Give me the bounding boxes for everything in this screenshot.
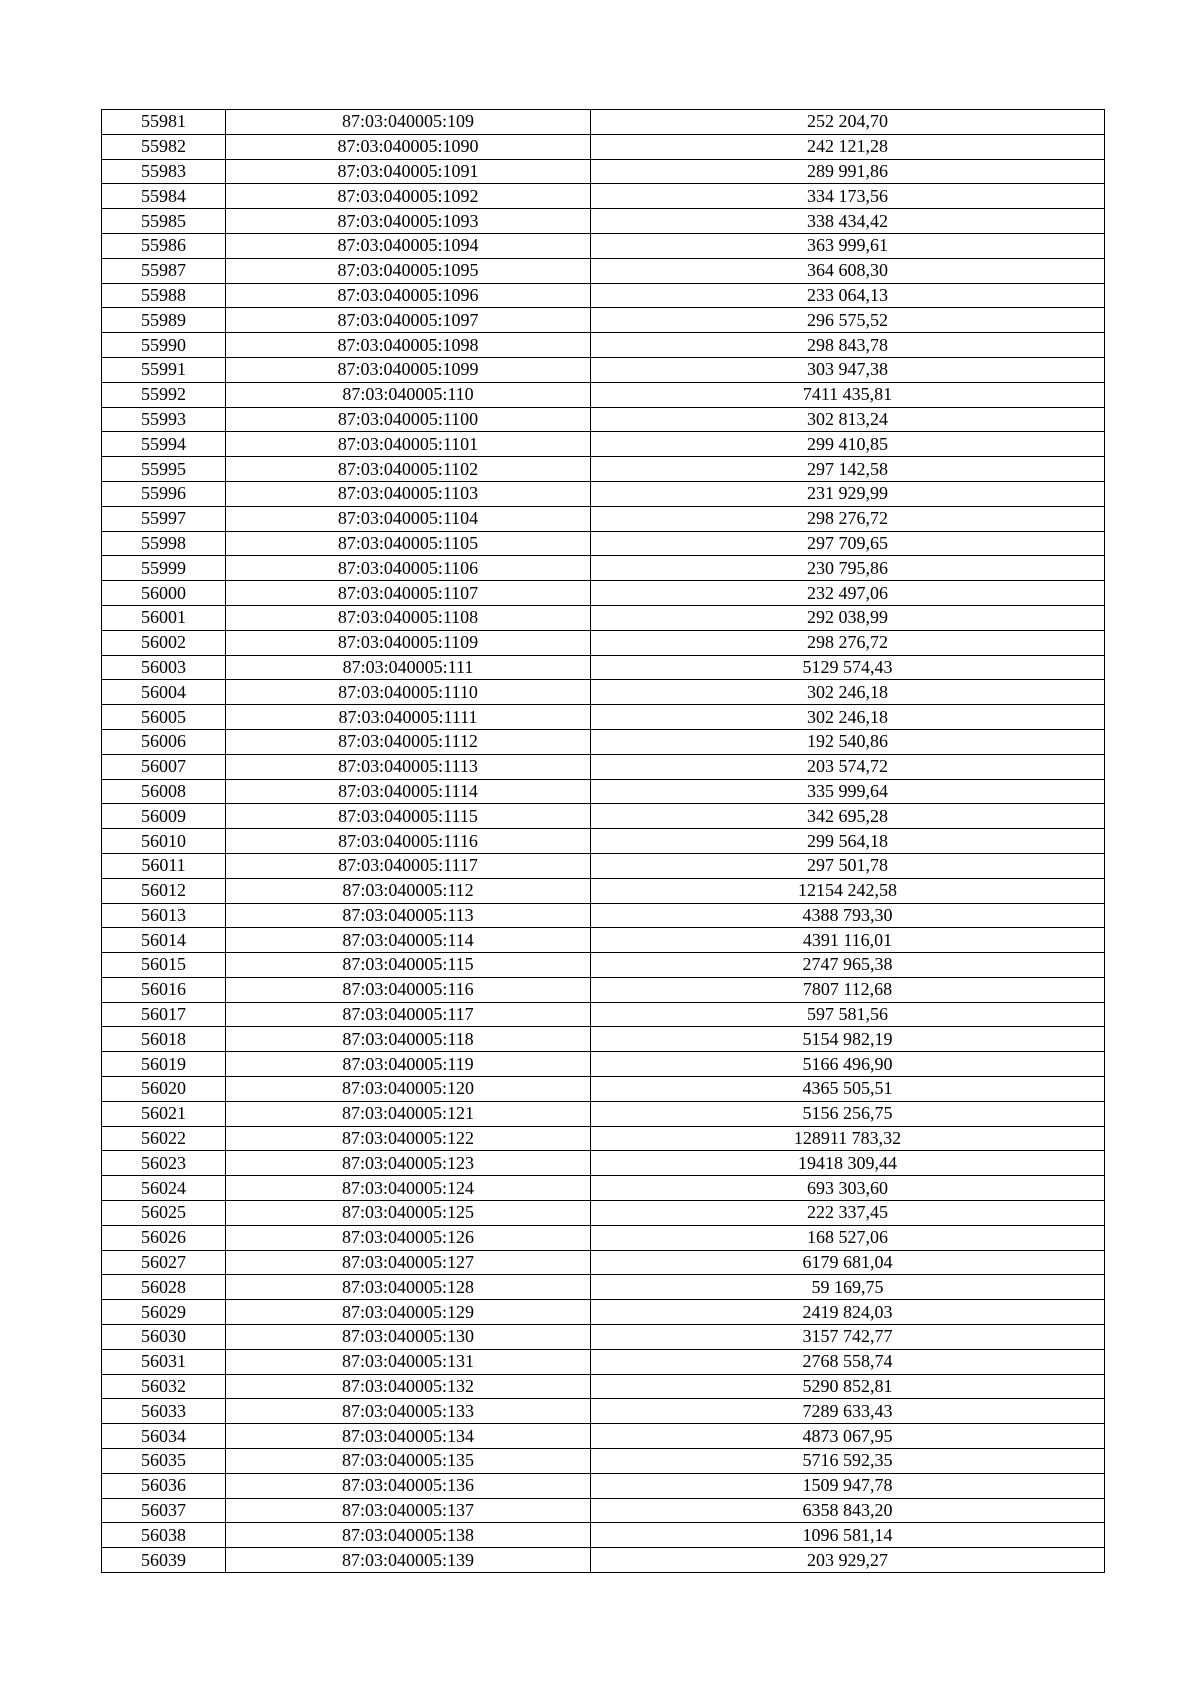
row-number-cell: 56020 [102, 1077, 226, 1102]
row-number-cell: 56010 [102, 829, 226, 854]
cadastral-number-cell: 87:03:040005:1103 [226, 481, 591, 506]
cadastral-number-cell: 87:03:040005:1116 [226, 829, 591, 854]
cadastral-value-cell: 5290 852,81 [591, 1374, 1105, 1399]
cadastral-number-cell: 87:03:040005:1115 [226, 804, 591, 829]
cadastral-value-cell: 693 303,60 [591, 1176, 1105, 1201]
cadastral-value-cell: 7411 435,81 [591, 382, 1105, 407]
cadastral-value-cell: 3157 742,77 [591, 1325, 1105, 1350]
row-number-cell: 56013 [102, 903, 226, 928]
table-row [102, 209, 1105, 234]
table-row [102, 1176, 1105, 1201]
row-number-cell: 55996 [102, 481, 226, 506]
table-row [102, 233, 1105, 258]
row-number-cell: 56025 [102, 1201, 226, 1226]
cadastral-number-cell: 87:03:040005:1113 [226, 754, 591, 779]
row-number-cell: 55991 [102, 357, 226, 382]
row-number-cell: 56029 [102, 1300, 226, 1325]
cadastral-value-cell: 298 276,72 [591, 630, 1105, 655]
cadastral-number-cell: 87:03:040005:139 [226, 1548, 591, 1573]
table-row [102, 779, 1105, 804]
table-row [102, 481, 1105, 506]
table-row [102, 1101, 1105, 1126]
row-number-cell: 56017 [102, 1002, 226, 1027]
cadastral-value-cell: 2768 558,74 [591, 1349, 1105, 1374]
table-row [102, 804, 1105, 829]
table-row [102, 630, 1105, 655]
row-number-cell: 56009 [102, 804, 226, 829]
cadastral-number-cell: 87:03:040005:1091 [226, 159, 591, 184]
table-row [102, 581, 1105, 606]
table-row [102, 1225, 1105, 1250]
cadastral-value-cell: 2747 965,38 [591, 953, 1105, 978]
cadastral-value-cell: 59 169,75 [591, 1275, 1105, 1300]
row-number-cell: 56014 [102, 928, 226, 953]
cadastral-number-cell: 87:03:040005:137 [226, 1498, 591, 1523]
table-row [102, 1498, 1105, 1523]
cadastral-value-cell: 2419 824,03 [591, 1300, 1105, 1325]
row-number-cell: 56007 [102, 754, 226, 779]
table-row [102, 159, 1105, 184]
table-row [102, 283, 1105, 308]
cadastral-number-cell: 87:03:040005:1102 [226, 457, 591, 482]
cadastral-value-cell: 302 246,18 [591, 705, 1105, 730]
cadastral-number-cell: 87:03:040005:127 [226, 1250, 591, 1275]
row-number-cell: 55987 [102, 258, 226, 283]
table-row [102, 655, 1105, 680]
row-number-cell: 56036 [102, 1473, 226, 1498]
row-number-cell: 55997 [102, 506, 226, 531]
cadastral-value-cell: 289 991,86 [591, 159, 1105, 184]
row-number-cell: 56033 [102, 1399, 226, 1424]
cadastral-value-cell: 4391 116,01 [591, 928, 1105, 953]
cadastral-value-cell: 4873 067,95 [591, 1424, 1105, 1449]
cadastral-number-cell: 87:03:040005:138 [226, 1523, 591, 1548]
row-number-cell: 55983 [102, 159, 226, 184]
cadastral-number-cell: 87:03:040005:1104 [226, 506, 591, 531]
row-number-cell: 56031 [102, 1349, 226, 1374]
row-number-cell: 56023 [102, 1151, 226, 1176]
cadastral-value-cell: 363 999,61 [591, 233, 1105, 258]
table-row [102, 506, 1105, 531]
table-row [102, 1250, 1105, 1275]
row-number-cell: 56022 [102, 1126, 226, 1151]
row-number-cell: 55998 [102, 531, 226, 556]
table-row [102, 1275, 1105, 1300]
row-number-cell: 56034 [102, 1424, 226, 1449]
table-row [102, 357, 1105, 382]
row-number-cell: 56037 [102, 1498, 226, 1523]
table-row [102, 1201, 1105, 1226]
cadastral-number-cell: 87:03:040005:123 [226, 1151, 591, 1176]
cadastral-value-cell: 299 410,85 [591, 432, 1105, 457]
cadastral-value-cell: 6179 681,04 [591, 1250, 1105, 1275]
cadastral-value-cell: 298 276,72 [591, 506, 1105, 531]
cadastral-value-cell: 297 501,78 [591, 853, 1105, 878]
cadastral-value-cell: 597 581,56 [591, 1002, 1105, 1027]
table-row [102, 928, 1105, 953]
table-row [102, 432, 1105, 457]
cadastral-number-cell: 87:03:040005:1112 [226, 729, 591, 754]
table-row [102, 878, 1105, 903]
table-row [102, 1052, 1105, 1077]
table-row [102, 457, 1105, 482]
cadastral-value-cell: 299 564,18 [591, 829, 1105, 854]
row-number-cell: 56024 [102, 1176, 226, 1201]
row-number-cell: 56035 [102, 1449, 226, 1474]
cadastral-value-cell: 252 204,70 [591, 110, 1105, 135]
cadastral-value-cell: 334 173,56 [591, 184, 1105, 209]
table-row [102, 1151, 1105, 1176]
row-number-cell: 56015 [102, 953, 226, 978]
cadastral-value-cell: 5716 592,35 [591, 1449, 1105, 1474]
cadastral-value-cell: 297 709,65 [591, 531, 1105, 556]
cadastral-number-cell: 87:03:040005:132 [226, 1374, 591, 1399]
cadastral-value-cell: 297 142,58 [591, 457, 1105, 482]
cadastral-number-cell: 87:03:040005:109 [226, 110, 591, 135]
cadastral-value-cell: 5129 574,43 [591, 655, 1105, 680]
cadastral-number-cell: 87:03:040005:126 [226, 1225, 591, 1250]
cadastral-number-cell: 87:03:040005:1101 [226, 432, 591, 457]
table-row [102, 556, 1105, 581]
table-row [102, 1002, 1105, 1027]
cadastral-value-cell: 302 813,24 [591, 407, 1105, 432]
row-number-cell: 56005 [102, 705, 226, 730]
cadastral-number-cell: 87:03:040005:1114 [226, 779, 591, 804]
cadastral-number-cell: 87:03:040005:116 [226, 977, 591, 1002]
table-row [102, 853, 1105, 878]
cadastral-value-cell: 296 575,52 [591, 308, 1105, 333]
table-row [102, 680, 1105, 705]
cadastral-value-cell: 7289 633,43 [591, 1399, 1105, 1424]
cadastral-number-cell: 87:03:040005:1092 [226, 184, 591, 209]
row-number-cell: 56003 [102, 655, 226, 680]
cadastral-value-cell: 128911 783,32 [591, 1126, 1105, 1151]
cadastral-value-cell: 12154 242,58 [591, 878, 1105, 903]
cadastral-value-table [101, 109, 1105, 1573]
cadastral-number-cell: 87:03:040005:1117 [226, 853, 591, 878]
cadastral-value-cell: 242 121,28 [591, 134, 1105, 159]
table-row [102, 977, 1105, 1002]
row-number-cell: 55993 [102, 407, 226, 432]
row-number-cell: 56006 [102, 729, 226, 754]
cadastral-value-cell: 192 540,86 [591, 729, 1105, 754]
cadastral-value-cell: 231 929,99 [591, 481, 1105, 506]
row-number-cell: 56028 [102, 1275, 226, 1300]
table-row [102, 308, 1105, 333]
row-number-cell: 55981 [102, 110, 226, 135]
cadastral-number-cell: 87:03:040005:1098 [226, 333, 591, 358]
table-row [102, 1349, 1105, 1374]
row-number-cell: 56016 [102, 977, 226, 1002]
cadastral-number-cell: 87:03:040005:117 [226, 1002, 591, 1027]
table-row [102, 605, 1105, 630]
cadastral-number-cell: 87:03:040005:1110 [226, 680, 591, 705]
cadastral-number-cell: 87:03:040005:115 [226, 953, 591, 978]
cadastral-number-cell: 87:03:040005:122 [226, 1126, 591, 1151]
cadastral-value-cell: 230 795,86 [591, 556, 1105, 581]
cadastral-number-cell: 87:03:040005:1109 [226, 630, 591, 655]
cadastral-number-cell: 87:03:040005:1095 [226, 258, 591, 283]
cadastral-number-cell: 87:03:040005:1096 [226, 283, 591, 308]
cadastral-number-cell: 87:03:040005:1108 [226, 605, 591, 630]
row-number-cell: 56008 [102, 779, 226, 804]
row-number-cell: 56027 [102, 1250, 226, 1275]
cadastral-number-cell: 87:03:040005:1094 [226, 233, 591, 258]
table-row [102, 1077, 1105, 1102]
cadastral-value-cell: 222 337,45 [591, 1201, 1105, 1226]
row-number-cell: 56018 [102, 1027, 226, 1052]
cadastral-number-cell: 87:03:040005:1093 [226, 209, 591, 234]
cadastral-number-cell: 87:03:040005:128 [226, 1275, 591, 1300]
cadastral-value-cell: 338 434,42 [591, 209, 1105, 234]
cadastral-value-cell: 19418 309,44 [591, 1151, 1105, 1176]
cadastral-value-cell: 4365 505,51 [591, 1077, 1105, 1102]
table-row [102, 903, 1105, 928]
row-number-cell: 55994 [102, 432, 226, 457]
cadastral-number-cell: 87:03:040005:133 [226, 1399, 591, 1424]
row-number-cell: 55990 [102, 333, 226, 358]
row-number-cell: 56004 [102, 680, 226, 705]
row-number-cell: 55989 [102, 308, 226, 333]
table-row [102, 1325, 1105, 1350]
cadastral-number-cell: 87:03:040005:1099 [226, 357, 591, 382]
cadastral-number-cell: 87:03:040005:114 [226, 928, 591, 953]
row-number-cell: 56026 [102, 1225, 226, 1250]
cadastral-value-cell: 298 843,78 [591, 333, 1105, 358]
row-number-cell: 55988 [102, 283, 226, 308]
table-row [102, 407, 1105, 432]
table-row [102, 110, 1105, 135]
table-row [102, 134, 1105, 159]
row-number-cell: 56002 [102, 630, 226, 655]
row-number-cell: 56000 [102, 581, 226, 606]
cadastral-value-cell: 364 608,30 [591, 258, 1105, 283]
table-row [102, 1473, 1105, 1498]
cadastral-number-cell: 87:03:040005:113 [226, 903, 591, 928]
cadastral-number-cell: 87:03:040005:121 [226, 1101, 591, 1126]
cadastral-number-cell: 87:03:040005:112 [226, 878, 591, 903]
row-number-cell: 56012 [102, 878, 226, 903]
table-row [102, 333, 1105, 358]
cadastral-number-cell: 87:03:040005:136 [226, 1473, 591, 1498]
cadastral-value-cell: 233 064,13 [591, 283, 1105, 308]
table-row [102, 829, 1105, 854]
table-row [102, 1126, 1105, 1151]
table-row [102, 1548, 1105, 1573]
cadastral-value-cell: 302 246,18 [591, 680, 1105, 705]
cadastral-value-cell: 1096 581,14 [591, 1523, 1105, 1548]
table-row [102, 258, 1105, 283]
table-row [102, 729, 1105, 754]
cadastral-value-cell: 342 695,28 [591, 804, 1105, 829]
row-number-cell: 55999 [102, 556, 226, 581]
cadastral-number-cell: 87:03:040005:111 [226, 655, 591, 680]
cadastral-number-cell: 87:03:040005:129 [226, 1300, 591, 1325]
cadastral-number-cell: 87:03:040005:118 [226, 1027, 591, 1052]
table-row [102, 1424, 1105, 1449]
table-body [102, 110, 1105, 1573]
cadastral-value-cell: 5156 256,75 [591, 1101, 1105, 1126]
row-number-cell: 55992 [102, 382, 226, 407]
cadastral-value-cell: 168 527,06 [591, 1225, 1105, 1250]
cadastral-value-cell: 203 574,72 [591, 754, 1105, 779]
cadastral-number-cell: 87:03:040005:1100 [226, 407, 591, 432]
row-number-cell: 56011 [102, 853, 226, 878]
cadastral-number-cell: 87:03:040005:120 [226, 1077, 591, 1102]
row-number-cell: 55985 [102, 209, 226, 234]
row-number-cell: 56038 [102, 1523, 226, 1548]
cadastral-number-cell: 87:03:040005:119 [226, 1052, 591, 1077]
row-number-cell: 56001 [102, 605, 226, 630]
cadastral-value-cell: 203 929,27 [591, 1548, 1105, 1573]
cadastral-value-cell: 5154 982,19 [591, 1027, 1105, 1052]
table-row [102, 754, 1105, 779]
cadastral-number-cell: 87:03:040005:1105 [226, 531, 591, 556]
cadastral-number-cell: 87:03:040005:125 [226, 1201, 591, 1226]
cadastral-number-cell: 87:03:040005:131 [226, 1349, 591, 1374]
cadastral-number-cell: 87:03:040005:1107 [226, 581, 591, 606]
table-row [102, 1399, 1105, 1424]
cadastral-value-cell: 5166 496,90 [591, 1052, 1105, 1077]
table-row [102, 1523, 1105, 1548]
cadastral-value-cell: 303 947,38 [591, 357, 1105, 382]
row-number-cell: 55995 [102, 457, 226, 482]
cadastral-number-cell: 87:03:040005:1097 [226, 308, 591, 333]
cadastral-number-cell: 87:03:040005:130 [226, 1325, 591, 1350]
cadastral-number-cell: 87:03:040005:135 [226, 1449, 591, 1474]
row-number-cell: 55984 [102, 184, 226, 209]
row-number-cell: 56019 [102, 1052, 226, 1077]
table-row [102, 1374, 1105, 1399]
row-number-cell: 55986 [102, 233, 226, 258]
row-number-cell: 55982 [102, 134, 226, 159]
table-row [102, 1300, 1105, 1325]
cadastral-value-cell: 4388 793,30 [591, 903, 1105, 928]
cadastral-number-cell: 87:03:040005:110 [226, 382, 591, 407]
row-number-cell: 56032 [102, 1374, 226, 1399]
table-row [102, 1449, 1105, 1474]
table-row [102, 1027, 1105, 1052]
cadastral-number-cell: 87:03:040005:1090 [226, 134, 591, 159]
cadastral-value-cell: 335 999,64 [591, 779, 1105, 804]
cadastral-value-cell: 6358 843,20 [591, 1498, 1105, 1523]
cadastral-number-cell: 87:03:040005:134 [226, 1424, 591, 1449]
cadastral-value-cell: 232 497,06 [591, 581, 1105, 606]
row-number-cell: 56039 [102, 1548, 226, 1573]
cadastral-value-cell: 292 038,99 [591, 605, 1105, 630]
row-number-cell: 56021 [102, 1101, 226, 1126]
table-row [102, 705, 1105, 730]
table-row [102, 184, 1105, 209]
table-row [102, 531, 1105, 556]
table-row [102, 382, 1105, 407]
cadastral-value-cell: 7807 112,68 [591, 977, 1105, 1002]
row-number-cell: 56030 [102, 1325, 226, 1350]
cadastral-number-cell: 87:03:040005:1111 [226, 705, 591, 730]
cadastral-number-cell: 87:03:040005:124 [226, 1176, 591, 1201]
cadastral-number-cell: 87:03:040005:1106 [226, 556, 591, 581]
cadastral-value-cell: 1509 947,78 [591, 1473, 1105, 1498]
table-row [102, 953, 1105, 978]
